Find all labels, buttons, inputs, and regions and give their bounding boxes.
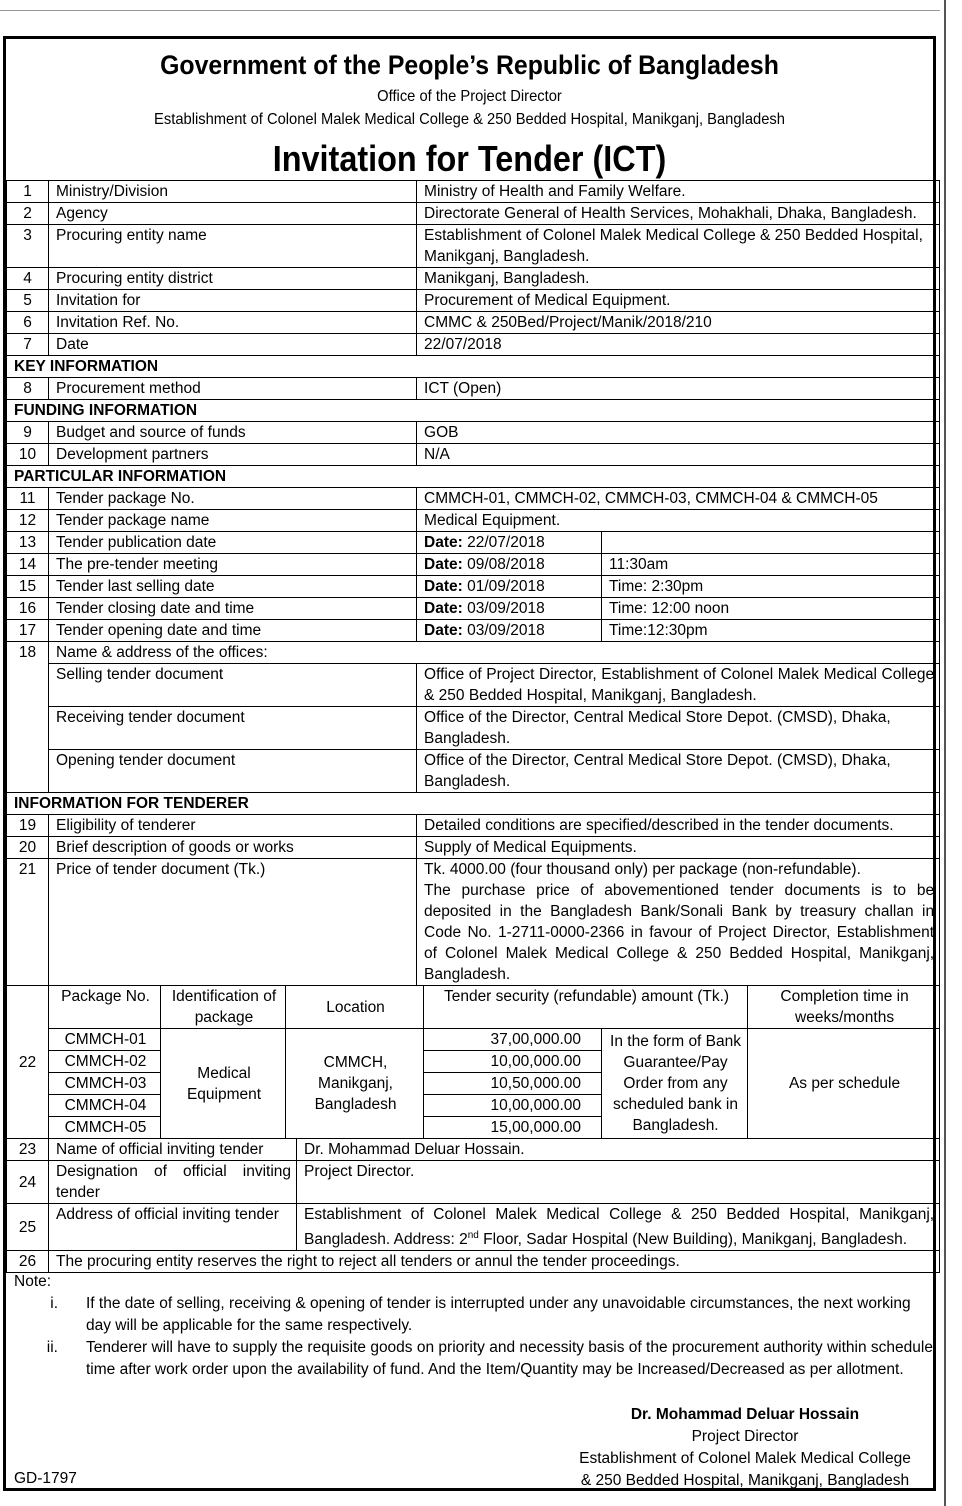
- package-row: [7, 1029, 940, 1051]
- table-row: [7, 225, 940, 268]
- row-label: Name & address of the offices:: [49, 642, 940, 664]
- section-information-for-tenderer: INFORMATION FOR TENDERER: [7, 793, 940, 815]
- office-heading: Office of the Project Director: [377, 88, 562, 105]
- security-header: Tender security (refundable) amount (Tk.): [424, 986, 748, 1029]
- security-amount: 37,00,000.00: [424, 1029, 602, 1051]
- row-number: 2: [7, 203, 49, 225]
- row-value: N/A: [417, 444, 940, 466]
- row-value: ICT (Open): [417, 378, 940, 400]
- signature-block: [560, 1404, 930, 1492]
- row-value: 22/07/2018: [417, 334, 940, 356]
- row-number: 16: [7, 598, 49, 620]
- row-number: 19: [7, 815, 49, 837]
- table-row: [7, 181, 940, 203]
- row-number: 22: [7, 986, 49, 1139]
- row-number: 25: [7, 1204, 49, 1251]
- date-value: 09/08/2018: [467, 556, 545, 573]
- row-value: Procurement of Medical Equipment.: [417, 290, 940, 312]
- date-label: Date:: [424, 622, 463, 639]
- row-label: Eligibility of tenderer: [49, 815, 417, 837]
- package-no: CMMCH-01: [49, 1029, 161, 1051]
- package-no: CMMCH-05: [49, 1117, 161, 1139]
- row-number: 9: [7, 422, 49, 444]
- row-number: 3: [7, 225, 49, 268]
- row-number: 1: [7, 181, 49, 203]
- row-value: Detailed conditions are specified/described in the tender documents.: [417, 815, 940, 837]
- tender-table: [6, 180, 940, 1273]
- security-amount: 10,50,000.00: [424, 1073, 602, 1095]
- row-number: 4: [7, 268, 49, 290]
- establishment-heading: Establishment of Colonel Malek Medical College & 250 Bedded Hospital, Manikganj, Bangladesh: [154, 111, 785, 128]
- section-header: [7, 400, 940, 422]
- government-heading: Government of the People’s Republic of Bangladesh: [160, 50, 779, 80]
- row-value: [417, 859, 940, 986]
- table-row: [7, 334, 940, 356]
- receiving-value: Office of the Director, Central Medical Store Depot. (CMSD), Dhaka, Bangladesh.: [417, 707, 940, 750]
- row-value: Manikganj, Bangladesh.: [417, 268, 940, 290]
- signatory-designation: Project Director: [691, 1428, 799, 1445]
- package-no: CMMCH-02: [49, 1051, 161, 1073]
- location-header: Location: [286, 986, 424, 1029]
- row-number: 26: [7, 1251, 49, 1273]
- row-label: Brief description of goods or works: [49, 837, 417, 859]
- row-number: 12: [7, 510, 49, 532]
- row-value: Medical Equipment.: [417, 510, 940, 532]
- table-row: [7, 642, 940, 664]
- row-number: 21: [7, 859, 49, 986]
- table-row: [7, 664, 940, 707]
- row-value: Directorate General of Health Services, Mohakhali, Dhaka, Bangladesh.: [417, 203, 940, 225]
- security-amount: 10,00,000.00: [424, 1051, 602, 1073]
- scrollbar[interactable]: [944, 0, 946, 1506]
- signatory-name: Dr. Mohammad Deluar Hossain: [630, 1406, 860, 1423]
- table-row: [7, 815, 940, 837]
- row-value: [297, 1204, 940, 1251]
- row-label: Agency: [49, 203, 417, 225]
- table-row: [7, 488, 940, 510]
- table-row: [7, 510, 940, 532]
- row-value: CMMCH-01, CMMCH-02, CMMCH-03, CMMCH-04 & CMMCH-05: [417, 488, 940, 510]
- table-row: [7, 598, 940, 620]
- row-number: 13: [7, 532, 49, 554]
- address-part-a: Establishment of Colonel Malek Medical College & 250 Bedded Hospital, Manikganj, Bangladesh. Address: 2: [304, 1206, 935, 1249]
- gd-code: GD-1797: [14, 1470, 77, 1487]
- row-label: Procuring entity district: [49, 268, 417, 290]
- table-row: [7, 1161, 940, 1204]
- opening-value: Office of the Director, Central Medical Store Depot. (CMSD), Dhaka, Bangladesh.: [417, 750, 940, 793]
- row-date: [417, 620, 602, 642]
- row-value: Project Director.: [297, 1161, 940, 1204]
- row-label: Procuring entity name: [49, 225, 417, 268]
- row-label: The pre-tender meeting: [49, 554, 417, 576]
- note-text: Tenderer will have to supply the requisite goods on priority and necessity basis of the procurement authority within schedule time after work order upon the availability of fund. And the Item/Quantity may be Increased/Decreased as per allotment.: [86, 1339, 933, 1378]
- row-value: Dr. Mohammad Deluar Hossain.: [297, 1139, 940, 1161]
- completion-cell: As per schedule: [748, 1029, 940, 1139]
- table-row: [7, 444, 940, 466]
- row-label: Name of official inviting tender: [49, 1139, 297, 1161]
- note-number: i.: [50, 1295, 58, 1312]
- address-superscript: nd: [467, 1230, 479, 1241]
- table-row: [7, 203, 940, 225]
- package-no: CMMCH-04: [49, 1095, 161, 1117]
- selling-value: Office of Project Director, Establishment of Colonel Malek Medical College & 250 Bedded Hospital, Manikganj, Bangladesh.: [417, 664, 940, 707]
- note-item: [14, 1337, 934, 1381]
- section-particular-information: PARTICULAR INFORMATION: [7, 466, 940, 488]
- row-label: Date: [49, 334, 417, 356]
- price-details: The purchase price of abovementioned tender documents is to be deposited in the Bangladesh Bank/Sonali Bank by treasury challan in Code No. 1-2711-0000-2366 in favour of Project Director, Establishment of Colonel Malek Medical College & 250 Bedded Hospital, Manikganj, Bangladesh.: [424, 882, 935, 983]
- table-row: [7, 532, 940, 554]
- row-number: 24: [7, 1161, 49, 1204]
- table-row: [7, 620, 940, 642]
- note-item: [14, 1293, 934, 1337]
- row-label: Tender package No.: [49, 488, 417, 510]
- security-amount: 10,00,000.00: [424, 1095, 602, 1117]
- completion-header: Completion time in weeks/months: [748, 986, 940, 1029]
- table-row: [7, 290, 940, 312]
- row-number: 14: [7, 554, 49, 576]
- section-key-information: KEY INFORMATION: [7, 356, 940, 378]
- row-label: Tender publication date: [49, 532, 417, 554]
- row-date: [417, 576, 602, 598]
- row-time: [602, 532, 940, 554]
- table-row: [7, 1139, 940, 1161]
- row-label: Development partners: [49, 444, 417, 466]
- date-label: Date:: [424, 578, 463, 595]
- section-funding-information: FUNDING INFORMATION: [7, 400, 940, 422]
- section-header: [7, 356, 940, 378]
- security-amount: 15,00,000.00: [424, 1117, 602, 1139]
- package-header-row: [7, 986, 940, 1029]
- signatory-office-line2: & 250 Bedded Hospital, Manikganj, Bangladesh: [580, 1472, 910, 1489]
- note-text: If the date of selling, receiving & opening of tender is interrupted under any unavoidable circumstances, the next working day will be applicable for the same respectively.: [86, 1295, 911, 1334]
- identification-cell: Medical Equipment: [161, 1029, 286, 1139]
- row-text: The procuring entity reserves the right to reject all tenders or annul the tender proceedings.: [49, 1251, 940, 1273]
- note-number: ii.: [46, 1339, 58, 1356]
- row-date: [417, 532, 602, 554]
- row-number: 17: [7, 620, 49, 642]
- row-number: 20: [7, 837, 49, 859]
- row-label: Invitation for: [49, 290, 417, 312]
- table-row: [7, 378, 940, 400]
- row-number: 10: [7, 444, 49, 466]
- row-label: Invitation Ref. No.: [49, 312, 417, 334]
- row-value: Supply of Medical Equipments.: [417, 837, 940, 859]
- row-label: Tender opening date and time: [49, 620, 417, 642]
- date-value: 22/07/2018: [467, 534, 545, 551]
- receiving-label: Receiving tender document: [49, 707, 417, 750]
- date-label: Date:: [424, 600, 463, 617]
- table-row: [7, 1251, 940, 1273]
- security-form-cell: In the form of Bank Guarantee/Pay Order from any scheduled bank in Bangladesh.: [602, 1029, 748, 1139]
- date-value: 03/09/2018: [467, 600, 545, 617]
- row-label: Designation of official inviting tender: [49, 1161, 297, 1204]
- table-row: [7, 554, 940, 576]
- row-label: Tender last selling date: [49, 576, 417, 598]
- package-no: CMMCH-03: [49, 1073, 161, 1095]
- date-value: 03/09/2018: [467, 622, 545, 639]
- table-row: [7, 750, 940, 793]
- selling-label: Selling tender document: [49, 664, 417, 707]
- row-number: 11: [7, 488, 49, 510]
- table-row: [7, 312, 940, 334]
- date-label: Date:: [424, 556, 463, 573]
- page-title: Invitation for Tender (ICT): [272, 138, 667, 179]
- table-row: [7, 859, 940, 986]
- row-number: 5: [7, 290, 49, 312]
- address-part-b: Floor, Sadar Hospital (New Building), Manikganj, Bangladesh.: [478, 1231, 908, 1249]
- location-cell: CMMCH, Manikganj, Bangladesh: [286, 1029, 424, 1139]
- package-no-header: Package No.: [49, 986, 161, 1029]
- row-label: Budget and source of funds: [49, 422, 417, 444]
- row-value: CMMC & 250Bed/Project/Manik/2018/210: [417, 312, 940, 334]
- row-label: Procurement method: [49, 378, 417, 400]
- notes-section: [14, 1271, 934, 1381]
- table-row: [7, 707, 940, 750]
- row-number: 8: [7, 378, 49, 400]
- notes-title: Note:: [14, 1273, 52, 1290]
- row-number: 23: [7, 1139, 49, 1161]
- table-row: [7, 1204, 940, 1251]
- top-rule: [0, 10, 940, 11]
- section-header: [7, 793, 940, 815]
- row-value: Ministry of Health and Family Welfare.: [417, 181, 940, 203]
- row-label: Tender closing date and time: [49, 598, 417, 620]
- row-number: 6: [7, 312, 49, 334]
- row-value: Establishment of Colonel Malek Medical College & 250 Bedded Hospital, Manikganj, Bangladesh.: [417, 225, 940, 268]
- table-row: [7, 422, 940, 444]
- section-header: [7, 466, 940, 488]
- row-time: 11:30am: [602, 554, 940, 576]
- row-time: Time: 12:00 noon: [602, 598, 940, 620]
- row-date: [417, 554, 602, 576]
- date-value: 01/09/2018: [467, 578, 545, 595]
- date-label: Date:: [424, 534, 463, 551]
- signatory-office-line1: Establishment of Colonel Malek Medical College: [579, 1450, 911, 1467]
- price-line: Tk. 4000.00 (four thousand only) per package (non-refundable).: [424, 861, 861, 878]
- row-date: [417, 598, 602, 620]
- row-number: 15: [7, 576, 49, 598]
- table-row: [7, 837, 940, 859]
- table-row: [7, 576, 940, 598]
- row-value: GOB: [417, 422, 940, 444]
- row-label: Tender package name: [49, 510, 417, 532]
- row-time: Time:12:30pm: [602, 620, 940, 642]
- row-time: Time: 2:30pm: [602, 576, 940, 598]
- row-number: 18: [7, 642, 49, 793]
- row-number: 7: [7, 334, 49, 356]
- row-label: Ministry/Division: [49, 181, 417, 203]
- opening-label: Opening tender document: [49, 750, 417, 793]
- identification-header: Identification of package: [161, 986, 286, 1029]
- row-label: Address of official inviting tender: [49, 1204, 297, 1251]
- row-label: Price of tender document (Tk.): [49, 859, 417, 986]
- table-row: [7, 268, 940, 290]
